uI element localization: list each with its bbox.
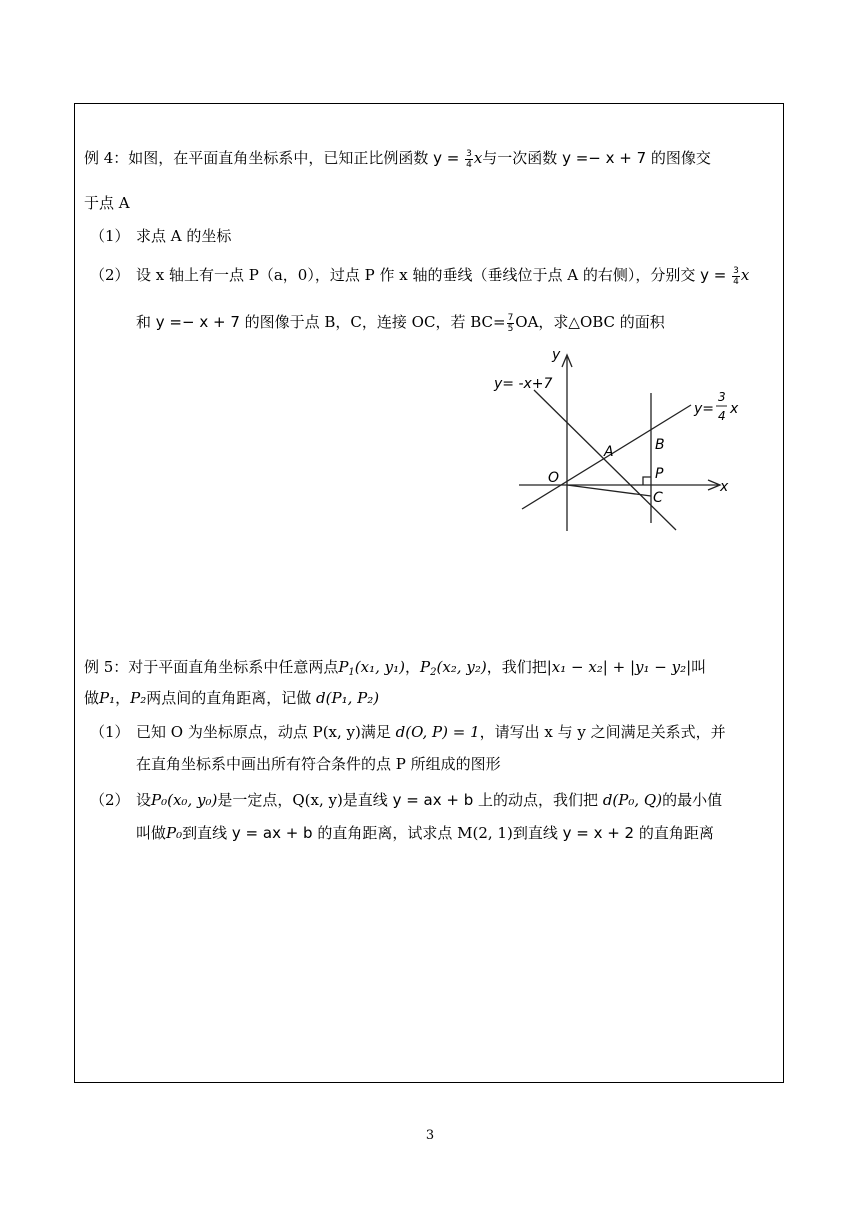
ex5-q1-text-a: 已知 O 为坐标原点，动点 P(x, y)满足 xyxy=(136,723,396,741)
line-negative-slope xyxy=(534,390,676,530)
ex5-line2-comma: ， xyxy=(115,689,131,707)
ex4-text-b: 与一次函数 xyxy=(482,149,563,167)
ex5-q2-line-2 xyxy=(136,822,714,844)
ex4-q2-line-1 xyxy=(136,264,749,287)
label-y: y xyxy=(552,347,561,363)
ex5-q1-line-2: 在直角坐标系中画出所有符合条件的点 P 所组成的图形 xyxy=(136,755,501,773)
ex5-q1-text-b: ，请写出 x 与 y 之间满足关系式，并 xyxy=(479,723,726,741)
label-o: O xyxy=(548,470,560,486)
ex5-q2-text-f: 到直线 xyxy=(182,824,232,842)
ex4-q2-fraction xyxy=(732,266,740,287)
ex5-text-zuo: 做 xyxy=(84,689,100,707)
ex5-q2-point-short: P₀ xyxy=(166,824,183,842)
ex5-q2-line-formula-2: y = ax + b xyxy=(231,824,313,842)
ex5-abs-expression: |x₁ − x₂| + |y₁ − y₂| xyxy=(546,658,692,676)
label-line2-den: 4 xyxy=(718,409,726,423)
ex5-p2-subscript: 2 xyxy=(430,667,437,678)
ex4-line-1 xyxy=(84,147,711,170)
label-b: B xyxy=(655,437,665,453)
ex5-q2-point: P₀(x₀, y₀) xyxy=(151,791,218,809)
ex4-q2-line-2 xyxy=(136,311,665,334)
label-line2-lhs: y= xyxy=(694,401,715,417)
fraction-numerator: 3 xyxy=(466,148,472,159)
ex4-formula-linear: y =− x + 7 xyxy=(562,149,647,167)
ex5-q1-line-1 xyxy=(136,721,726,743)
ex5-q2-distance: d(P₀, Q) xyxy=(602,791,663,809)
ex5-text-a: 例 5：对于平面直角坐标系中任意两点 xyxy=(84,658,339,676)
ex5-q2-text-c: 上的动点，我们把 xyxy=(473,791,603,809)
ex5-q2-number: （2） xyxy=(90,791,130,809)
ex5-text-def: 两点间的直角距离，记做 xyxy=(146,689,317,707)
label-line1: y= -x+7 xyxy=(494,376,553,392)
fraction-denominator: 5 xyxy=(507,323,514,334)
ex5-q2-text-e: 叫做 xyxy=(136,824,167,842)
ex5-line-1 xyxy=(84,656,706,684)
ex5-q2-text-a: 设 xyxy=(136,791,152,809)
segment-oc xyxy=(567,485,651,496)
ex4-line-2: 于点 A xyxy=(84,194,130,212)
label-a: A xyxy=(604,444,614,460)
ex5-q1-formula: d(O, P) = 1 xyxy=(395,723,480,741)
ex5-point-p2: P xyxy=(420,658,431,676)
label-c: C xyxy=(653,490,663,506)
ex5-line2-p2: P₂ xyxy=(130,689,147,707)
ex5-q2-target-line: y = x + 2 xyxy=(562,824,635,842)
ex4-formula-lhs: y = xyxy=(433,149,465,167)
ex4-q2-ratio-fraction xyxy=(507,313,515,334)
ex5-line-2 xyxy=(84,687,379,709)
ex5-text-c: 叫 xyxy=(691,658,707,676)
ex5-p2-coords: (x₂, y₂) xyxy=(436,658,487,676)
label-x: x xyxy=(720,479,729,495)
ex5-q2-text-g: 的直角距离，试求点 M(2, 1)到直线 xyxy=(312,824,563,842)
fraction-numerator: 3 xyxy=(733,265,739,276)
ex5-q2-line-1 xyxy=(136,789,722,811)
ex5-line2-p1: P₁ xyxy=(99,689,116,707)
ex4-q2-number: （2） xyxy=(90,266,130,284)
ex4-q1-text: 求点 A 的坐标 xyxy=(136,227,232,245)
ex4-q2-formula-linear: y =− x + 7 xyxy=(155,313,240,331)
ex5-q2-line-formula: y = ax + b xyxy=(392,791,474,809)
ex4-q2-text-mid: 的图像于点 B，C，连接 OC，若 BC= xyxy=(239,313,506,331)
ex4-text-c: 的图像交 xyxy=(646,149,711,167)
label-line2-var: x xyxy=(730,401,739,417)
ex4-q2-text-a: 设 x 轴上有一点 P（a，0），过点 P 作 x 轴的垂线（垂线位于点 A 的右侧），分别交 xyxy=(136,266,701,284)
fraction-denominator: 4 xyxy=(733,276,739,287)
ex4-q2-text-pre: 和 xyxy=(136,313,156,331)
ex4-text-a: 例 4：如图，在平面直角坐标系中，已知正比例函数 xyxy=(84,149,434,167)
ex5-separator: ， xyxy=(405,658,421,676)
ex4-q2-formula-var: x xyxy=(740,266,750,284)
ex4-q1-number: （1） xyxy=(90,227,130,245)
label-p: P xyxy=(655,466,664,482)
fraction-denominator: 4 xyxy=(466,159,472,170)
ex5-text-b: ，我们把 xyxy=(486,658,547,676)
ex4-q2-formula-lhs: y = xyxy=(700,266,732,284)
coordinate-figure xyxy=(486,343,756,538)
ex4-fraction xyxy=(465,149,473,170)
ex5-p1-coords: (x₁, y₁) xyxy=(354,658,405,676)
ex5-p1-subscript: 1 xyxy=(348,667,355,678)
content-box xyxy=(74,103,784,1083)
ex5-q2-text-b: 是一定点，Q(x, y)是直线 xyxy=(217,791,393,809)
page-number: 3 xyxy=(425,1128,435,1143)
ex5-point-p1: P xyxy=(338,658,349,676)
right-angle-marker xyxy=(643,477,651,485)
label-line2-num: 3 xyxy=(718,390,726,404)
ex5-q2-text-h: 的直角距离 xyxy=(634,824,714,842)
ex5-q1-number: （1） xyxy=(90,723,130,741)
ex5-distance-notation: d(P₁, P₂) xyxy=(316,689,380,707)
fraction-numerator: 7 xyxy=(507,312,514,323)
ex4-q2-text-post: OA，求△OBC 的面积 xyxy=(515,313,665,331)
ex5-q2-text-d: 的最小值 xyxy=(662,791,723,809)
ex4-formula-var: x xyxy=(473,149,483,167)
